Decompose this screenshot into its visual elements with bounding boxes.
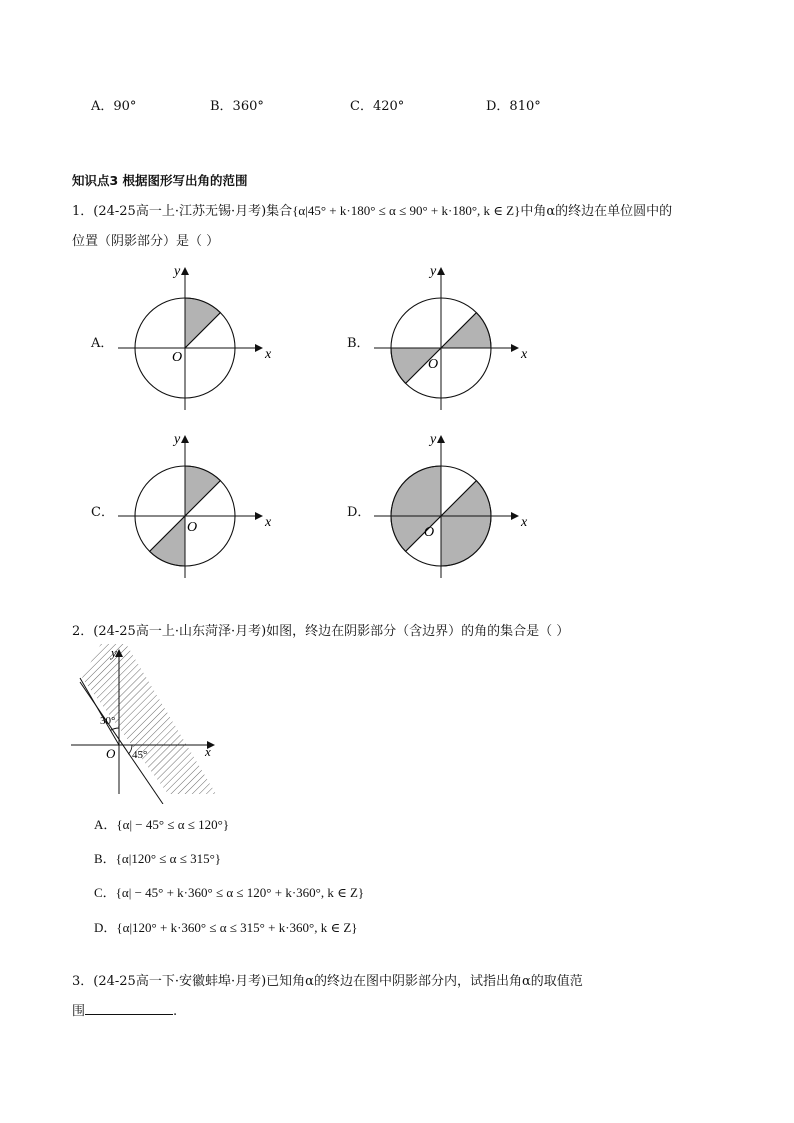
q3-source: (24-25高一下·安徽蚌埠·月考) xyxy=(93,974,267,989)
angle-30-label: 30° xyxy=(100,715,116,727)
axis-y-label: y xyxy=(174,432,181,447)
axis-x-label: x xyxy=(265,515,272,530)
q2-figure xyxy=(66,644,226,804)
origin-label: O xyxy=(106,746,116,761)
axis-x-label: x xyxy=(205,744,211,759)
q1-number: 1． xyxy=(72,204,94,219)
axis-x-label: x xyxy=(521,515,528,530)
q1-figure-b xyxy=(368,260,538,410)
q1-pre: 集合 xyxy=(266,204,293,219)
q2-stem-text: 如图，终边在阴影部分（含边界）的角的集合是（ ） xyxy=(266,624,570,639)
origin-label: O xyxy=(428,357,439,372)
q1-source: (24-25高一上·江苏无锡·月考) xyxy=(93,204,267,219)
axis-y-label: y xyxy=(430,264,437,279)
q1-option-b-label: B． xyxy=(347,336,370,351)
prev-option-b: B．360° xyxy=(210,99,264,114)
q3-stem-text: 已知角α的终边在图中阴影部分内，试指出角α的取值范 xyxy=(266,974,583,989)
origin-label: O xyxy=(424,525,435,540)
q1-option-c-label: C． xyxy=(91,505,114,520)
q3-stem xyxy=(72,974,583,990)
q1-option-d-label: D． xyxy=(347,505,371,520)
q1-post: 中角α的终边在单位圆中的 xyxy=(520,204,673,219)
axis-x-label: x xyxy=(521,347,528,362)
prev-option-a: A．90° xyxy=(91,99,137,114)
q3-end: . xyxy=(173,1004,178,1019)
q2-stem xyxy=(72,624,569,640)
prev-option-d: D．810° xyxy=(486,99,541,114)
axis-y-label: y xyxy=(111,645,117,660)
q3-line2-text: 围 xyxy=(72,1004,86,1019)
axis-y-label: y xyxy=(430,432,437,447)
q1-set: {α|45° + k·180° ≤ α ≤ 90° + k·180°, k ∈ Z} xyxy=(292,203,521,218)
axis-y-label: y xyxy=(174,264,181,279)
q3-answer-blank[interactable] xyxy=(85,1002,173,1015)
q3-number: 3． xyxy=(72,974,94,989)
origin-label: O xyxy=(187,520,198,535)
q1-stem xyxy=(72,203,672,220)
prev-option-c: C．420° xyxy=(350,99,405,114)
q1-figure-a xyxy=(112,260,282,410)
q3-stem-line2 xyxy=(72,1002,177,1020)
q2-option-a: A．{α| − 45° ≤ α ≤ 120°} xyxy=(94,817,230,832)
q2-option-c: C．{α| − 45° + k·360° ≤ α ≤ 120° + k·360°, k ∈ Z} xyxy=(94,885,365,900)
q1-option-a-label: A． xyxy=(91,336,114,351)
q2-option-d: D．{α|120° + k·360° ≤ α ≤ 315° + k·360°, k ∈ Z} xyxy=(94,920,358,935)
q2-option-b: B．{α|120° ≤ α ≤ 315°} xyxy=(94,851,222,866)
q2-number: 2． xyxy=(72,624,94,639)
axis-x-label: x xyxy=(265,347,272,362)
q1-figure-d xyxy=(368,428,538,578)
origin-label: O xyxy=(172,350,183,365)
q2-source: (24-25高一上·山东菏泽·月考) xyxy=(93,624,267,639)
section-title: 知识点3 根据图形写出角的范围 xyxy=(72,173,248,188)
q1-figure-c xyxy=(112,428,282,578)
q1-stem-line2: 位置（阴影部分）是（ ） xyxy=(72,234,220,249)
angle-45-label: 45° xyxy=(132,749,148,761)
